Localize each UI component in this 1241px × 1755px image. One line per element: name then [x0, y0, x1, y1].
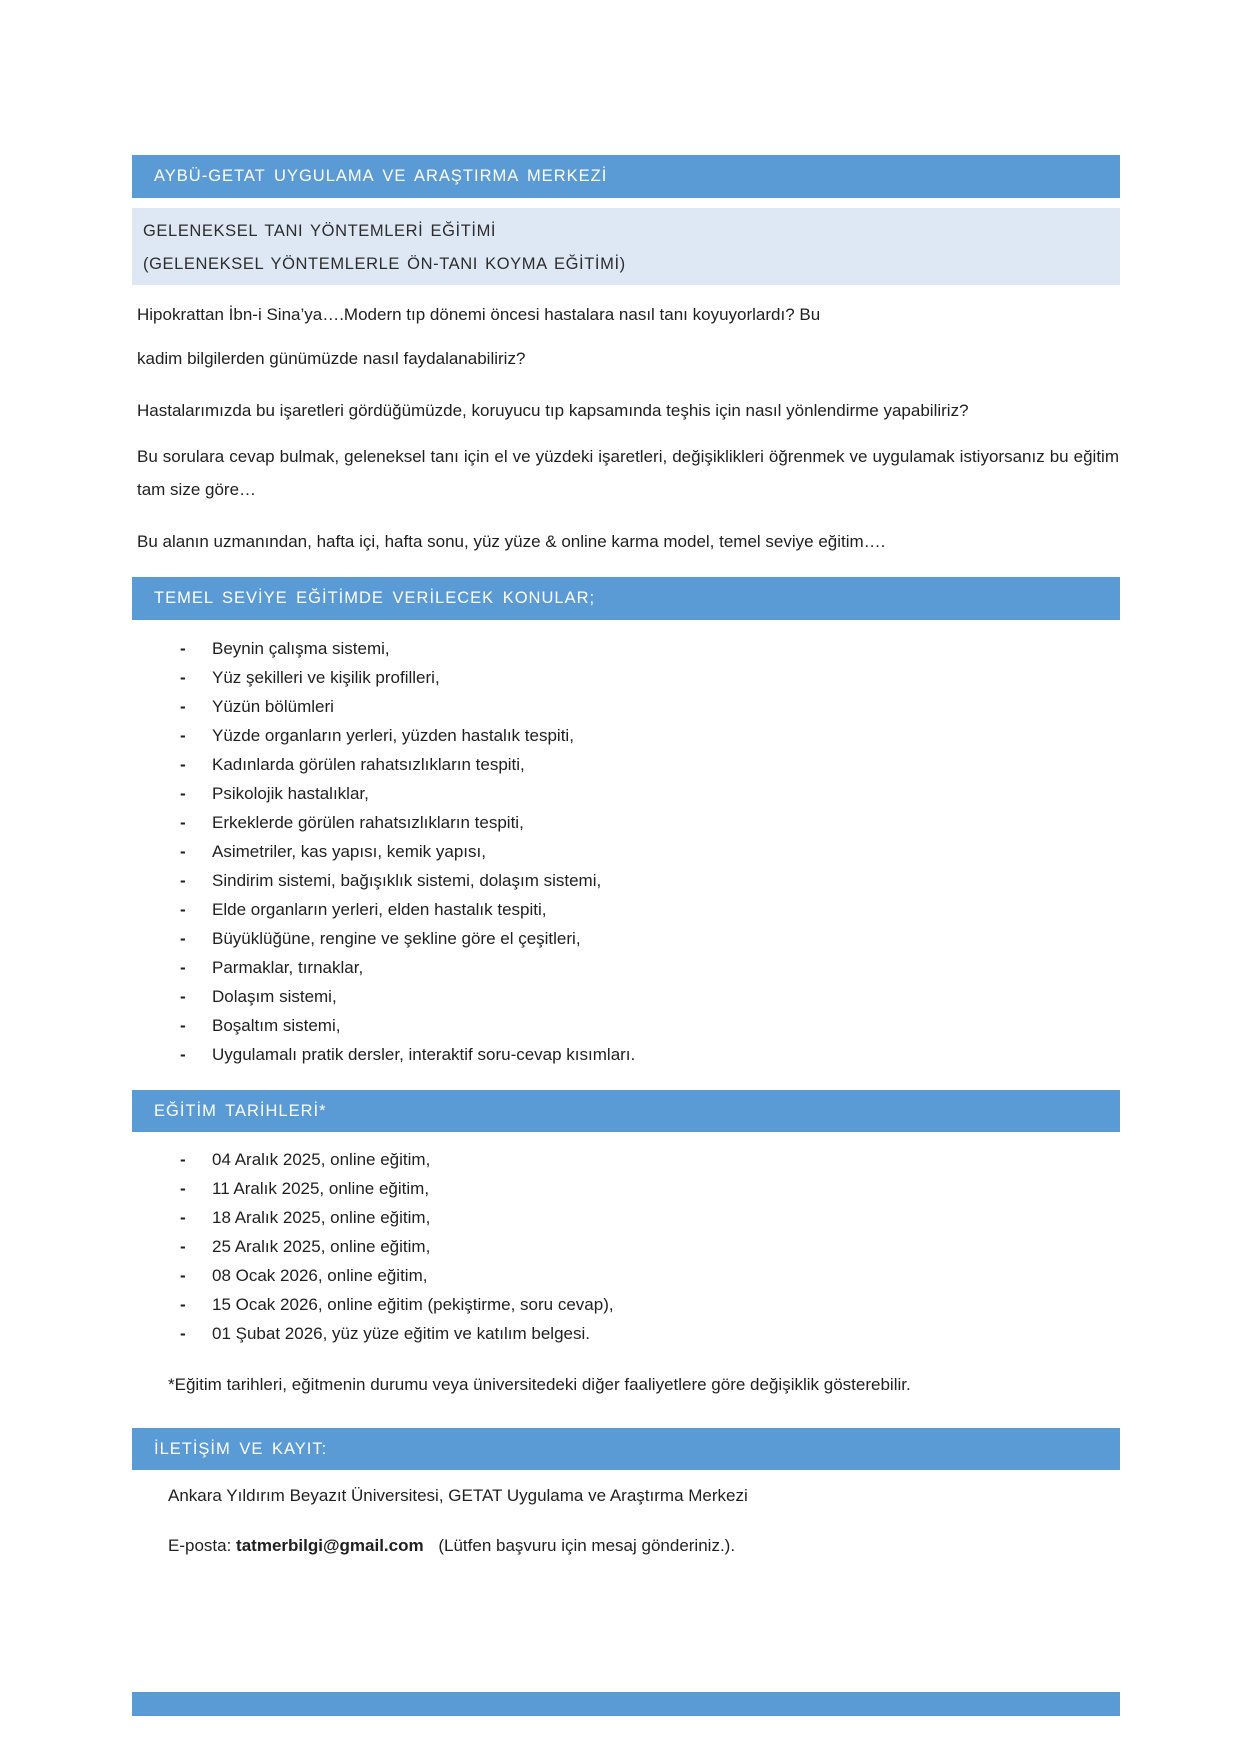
dates-footnote: *Eğitim tarihleri, eğitmenin durumu veya üniversitedeki diğer faaliyetlere göre değişiklik gösterebilir. — [168, 1375, 911, 1394]
topics-list — [132, 634, 1120, 1069]
list-dash: - — [180, 1150, 186, 1169]
intro-paragraph-1: Hipokrattan İbn-i Sina’ya….Modern tıp dönemi öncesi hastalara nasıl tanı koyuyorlardı? Bu — [137, 305, 821, 324]
topic-text: Erkeklerde görülen rahatsızlıkların tespiti, — [212, 813, 524, 832]
topic-item — [132, 982, 1120, 1011]
date-text: 08 Ocak 2026, online eğitim, — [212, 1266, 428, 1285]
next-section-bar-cutoff — [132, 1692, 1120, 1716]
list-dash: - — [180, 697, 186, 716]
title-bar: AYBÜ-GETAT UYGULAMA VE ARAŞTIRMA MERKEZİ — [132, 155, 1120, 198]
list-dash: - — [180, 1295, 186, 1314]
list-dash: - — [180, 1016, 186, 1035]
list-dash: - — [180, 929, 186, 948]
date-text: 04 Aralık 2025, online eğitim, — [212, 1150, 431, 1169]
intro-paragraph-2: kadim bilgilerden günümüzde nasıl faydalanabiliriz? — [137, 349, 526, 368]
date-text: 01 Şubat 2026, yüz yüze eğitim ve katılım belgesi. — [212, 1324, 590, 1343]
topic-text: Kadınlarda görülen rahatsızlıkların tespiti, — [212, 755, 525, 774]
topic-text: Sindirim sistemi, bağışıklık sistemi, dolaşım sistemi, — [212, 871, 602, 890]
list-dash: - — [180, 668, 186, 687]
topic-item — [132, 634, 1120, 663]
topic-item — [132, 895, 1120, 924]
dates-section-header: EĞİTİM TARİHLERİ* — [132, 1090, 1120, 1132]
date-text: 18 Aralık 2025, online eğitim, — [212, 1208, 431, 1227]
email-label: E-posta: — [168, 1536, 232, 1555]
date-item — [132, 1261, 1120, 1290]
intro-paragraph-4: Bu sorulara cevap bulmak, geleneksel tanı için el ve yüzdeki işaretleri, değişiklikleri öğrenmek ve uygulamak istiyorsanız bu eğitim tam size göre… — [137, 447, 1119, 499]
date-text: 25 Aralık 2025, online eğitim, — [212, 1237, 431, 1256]
topic-text: Boşaltım sistemi, — [212, 1016, 341, 1035]
list-dash: - — [180, 900, 186, 919]
list-dash: - — [180, 1324, 186, 1343]
topic-text: Dolaşım sistemi, — [212, 987, 337, 1006]
date-item — [132, 1174, 1120, 1203]
topic-text: Büyüklüğüne, rengine ve şekline göre el çeşitleri, — [212, 929, 581, 948]
list-dash: - — [180, 958, 186, 977]
date-item — [132, 1145, 1120, 1174]
list-dash: - — [180, 871, 186, 890]
list-dash: - — [180, 1179, 186, 1198]
topic-text: Uygulamalı pratik dersler, interaktif soru-cevap kısımları. — [212, 1045, 636, 1064]
topic-item — [132, 692, 1120, 721]
list-dash: - — [180, 784, 186, 803]
topic-text: Yüz şekilleri ve kişilik profilleri, — [212, 668, 440, 687]
subtitle-line-1: GELENEKSEL TANI YÖNTEMLERİ EĞİTİMİ — [143, 222, 497, 240]
topic-text: Elde organların yerleri, elden hastalık tespiti, — [212, 900, 547, 919]
date-item — [132, 1290, 1120, 1319]
topic-item — [132, 1011, 1120, 1040]
topic-text: Parmaklar, tırnaklar, — [212, 958, 364, 977]
intro-paragraph-5: Bu alanın uzmanından, hafta içi, hafta sonu, yüz yüze & online karma model, temel seviye eğitim…. — [137, 532, 886, 551]
topic-item — [132, 924, 1120, 953]
document-content — [132, 0, 1120, 1557]
topic-text: Yüzde organların yerleri, yüzden hastalık tespiti, — [212, 726, 574, 745]
topic-item — [132, 750, 1120, 779]
date-text: 15 Ocak 2026, online eğitim (pekiştirme, soru cevap), — [212, 1295, 614, 1314]
topic-text: Beynin çalışma sistemi, — [212, 639, 390, 658]
topic-text: Psikolojik hastalıklar, — [212, 784, 369, 803]
topics-section-header: TEMEL SEVİYE EĞİTİMDE VERİLECEK KONULAR; — [132, 577, 1120, 620]
topic-item — [132, 866, 1120, 895]
list-dash: - — [180, 755, 186, 774]
dates-list — [132, 1145, 1120, 1348]
subtitle-box — [132, 208, 1120, 285]
date-text: 11 Aralık 2025, online eğitim, — [212, 1179, 430, 1198]
list-dash: - — [180, 813, 186, 832]
date-item — [132, 1232, 1120, 1261]
topic-item — [132, 721, 1120, 750]
list-dash: - — [180, 1208, 186, 1227]
contact-address: Ankara Yıldırım Beyazıt Üniversitesi, GETAT Uygulama ve Araştırma Merkezi — [168, 1486, 748, 1505]
list-dash: - — [180, 842, 186, 861]
list-dash: - — [180, 726, 186, 745]
date-item — [132, 1319, 1120, 1348]
intro-paragraph-3: Hastalarımızda bu işaretleri gördüğümüzde, koruyucu tıp kapsamında teşhis için nasıl yönlendirme yapabiliriz? — [137, 401, 969, 420]
list-dash: - — [180, 1237, 186, 1256]
topic-item — [132, 1040, 1120, 1069]
list-dash: - — [180, 987, 186, 1006]
list-dash: - — [180, 1045, 186, 1064]
topic-text: Yüzün bölümleri — [212, 697, 334, 716]
topic-item — [132, 808, 1120, 837]
date-item — [132, 1203, 1120, 1232]
topic-text: Asimetriler, kas yapısı, kemik yapısı, — [212, 842, 486, 861]
topic-item — [132, 779, 1120, 808]
contact-email-line — [132, 1535, 1120, 1557]
topic-item — [132, 663, 1120, 692]
email-address: tatmerbilgi@gmail.com — [236, 1536, 424, 1555]
subtitle-line-2: (GELENEKSEL YÖNTEMLERLE ÖN-TANI KOYMA EĞİTİMİ) — [143, 255, 626, 273]
contact-section-header: İLETİŞİM VE KAYIT: — [132, 1428, 1120, 1470]
list-dash: - — [180, 1266, 186, 1285]
topic-item — [132, 837, 1120, 866]
topic-item — [132, 953, 1120, 982]
list-dash: - — [180, 639, 186, 658]
email-note: (Lütfen başvuru için mesaj gönderiniz.). — [438, 1536, 736, 1555]
